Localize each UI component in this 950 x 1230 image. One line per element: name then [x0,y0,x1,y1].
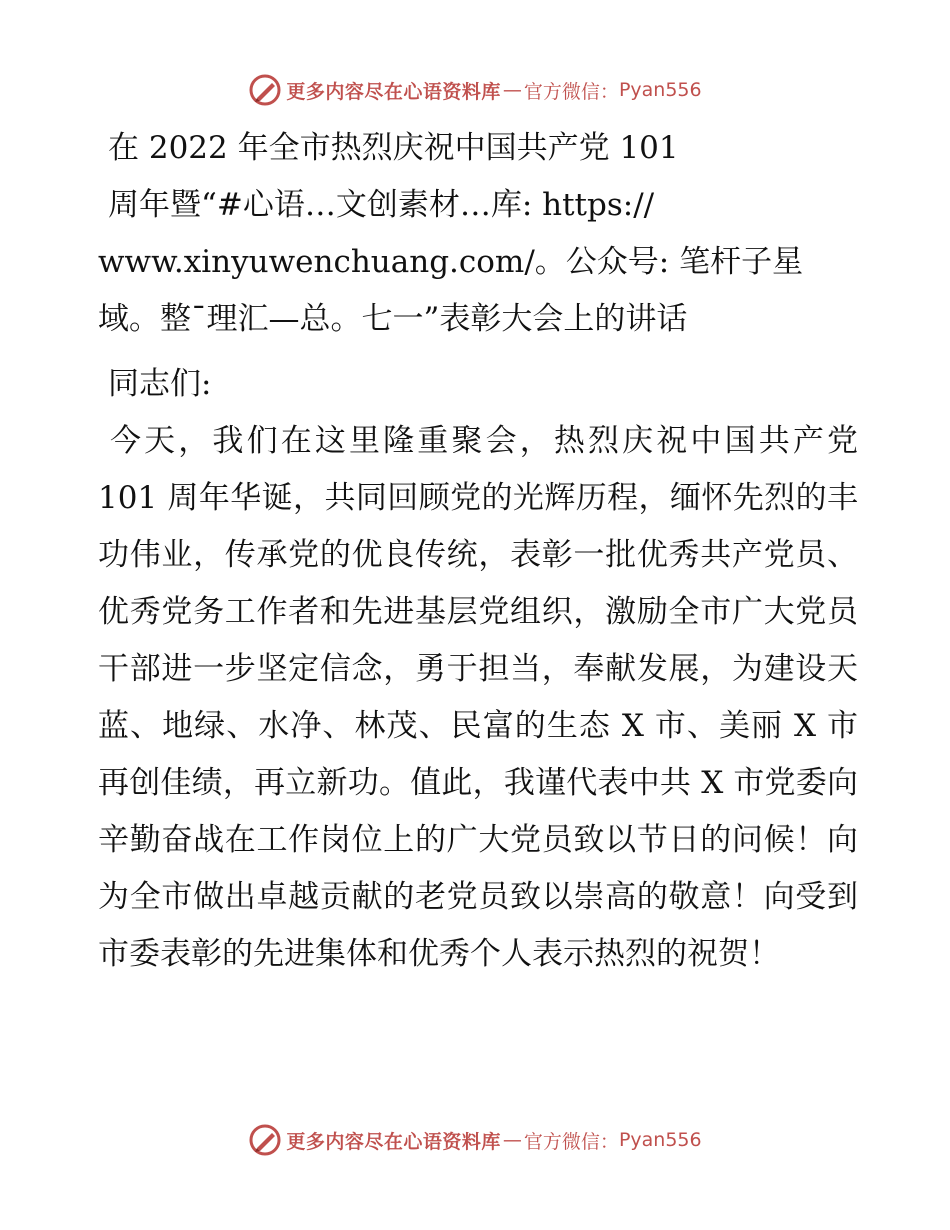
watermark-wechat-id: Pyan556 [618,79,702,101]
watermark-wechat-label: 官方微信： [523,1130,619,1153]
title-line-4: 域。整¯理汇—总。七一”表彰大会上的讲话 [98,301,688,337]
watermark-wechat-id: Pyan556 [618,1129,702,1151]
watermark-main-text: 更多内容尽在心语资料库 [286,1130,501,1153]
pen-logo-icon [248,73,282,107]
salutation: 同志们: [108,366,212,402]
title-line-2: 周年暨“#心语…文创素材…库: https:// [108,187,655,223]
title-line-1: 在 2022 年全市热烈庆祝中国共产党 101 [108,130,679,166]
footer-watermark [0,1120,950,1160]
pen-logo-icon [248,1123,282,1157]
header-watermark [0,70,950,110]
document-title [98,120,858,348]
watermark-dash: — [502,1129,522,1151]
body-paragraph: 今天，我们在这里隆重聚会，热烈庆祝中国共产党 101 周年华诞，共同回顾党的光辉历程，缅怀先烈的丰功伟业，传承党的优良传统，表彰一批优秀共产党员、优秀党务工作者和先进基层党组织，激励全市广大党员干部进一步坚定信念，勇于担当，奉献发展，为建设天蓝、地绿、水净、林茂、民富的生态 X 市、美丽 X 市再创佳绩，再立新功。值此，我谨代表中共 X 市党委向辛勤奋战在工作岗位上的广大党员致以节日的问候！向为全市做出卓越贡献的老党员致以崇高的敬意！向受到市委表彰的先进集体和优秀个人表示热烈的祝贺！ [98,423,858,972]
watermark-wechat-label: 官方微信： [523,80,619,103]
title-line-3: www.xinyuwenchuang.com/。公众号: 笔杆子星 [98,244,804,280]
watermark-dash: — [502,79,522,101]
watermark-main-text: 更多内容尽在心语资料库 [286,80,501,103]
document-body [98,120,858,983]
